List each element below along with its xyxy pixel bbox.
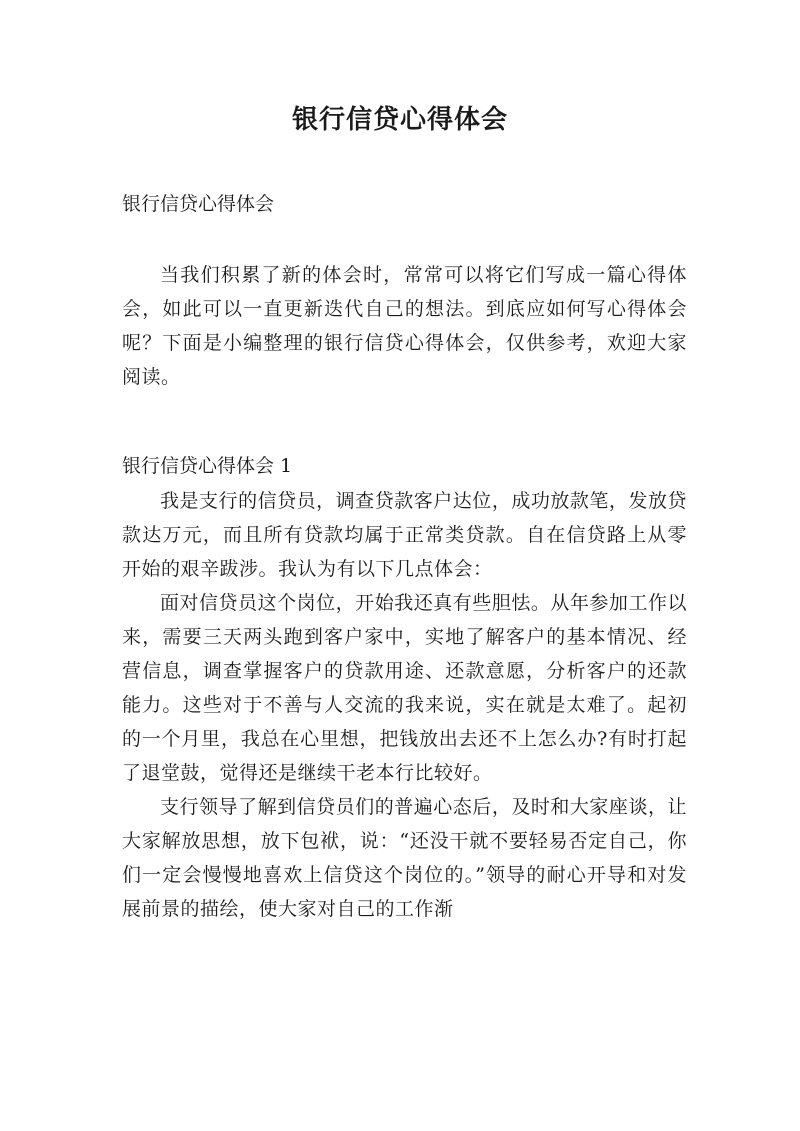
document-title: 银行信贷心得体会 (291, 105, 508, 135)
body-paragraph: 我是支行的信贷员，调查贷款客户达位，成功放款笔，发放贷款达万元，而且所有贷款均属于正常类贷款。自在信贷路上从零开始的艰辛跋涉。我认为有以下几点体会： (122, 490, 687, 580)
body-paragraph: 支行领导了解到信贷员们的普遍心态后，及时和大家座谈，让大家解放思想，放下包袱，说：“还没干就不要轻易否定自己，你们一定会慢慢地喜欢上信贷这个岗位的。”领导的耐心开导和对发展前景的描绘，使大家对自己的工作渐 (122, 796, 687, 920)
intro-paragraph: 当我们积累了新的体会时，常常可以将它们写成一篇心得体会，如此可以一直更新迭代自己的想法。到底应如何写心得体会呢？下面是小编整理的银行信贷心得体会，仅供参考，欢迎大家阅读。 (122, 264, 687, 388)
document-subtitle: 银行信贷心得体会 (122, 193, 275, 215)
section-heading: 银行信贷心得体会 1 (122, 455, 293, 477)
body-paragraph: 面对信贷员这个岗位，开始我还真有些胆怯。从年参加工作以来，需要三天两头跑到客户家中，实地了解客户的基本情况、经营信息，调查掌握客户的贷款用途、还款意愿，分析客户的还款能力。这些对于不善与人交流的我来说，实在就是太难了。起初的一个月里，我总在心里想，把钱放出去还不上怎么办?有时打起了退堂鼓，觉得还是继续干老本行比较好。 (122, 592, 687, 784)
body-text (122, 484, 687, 926)
